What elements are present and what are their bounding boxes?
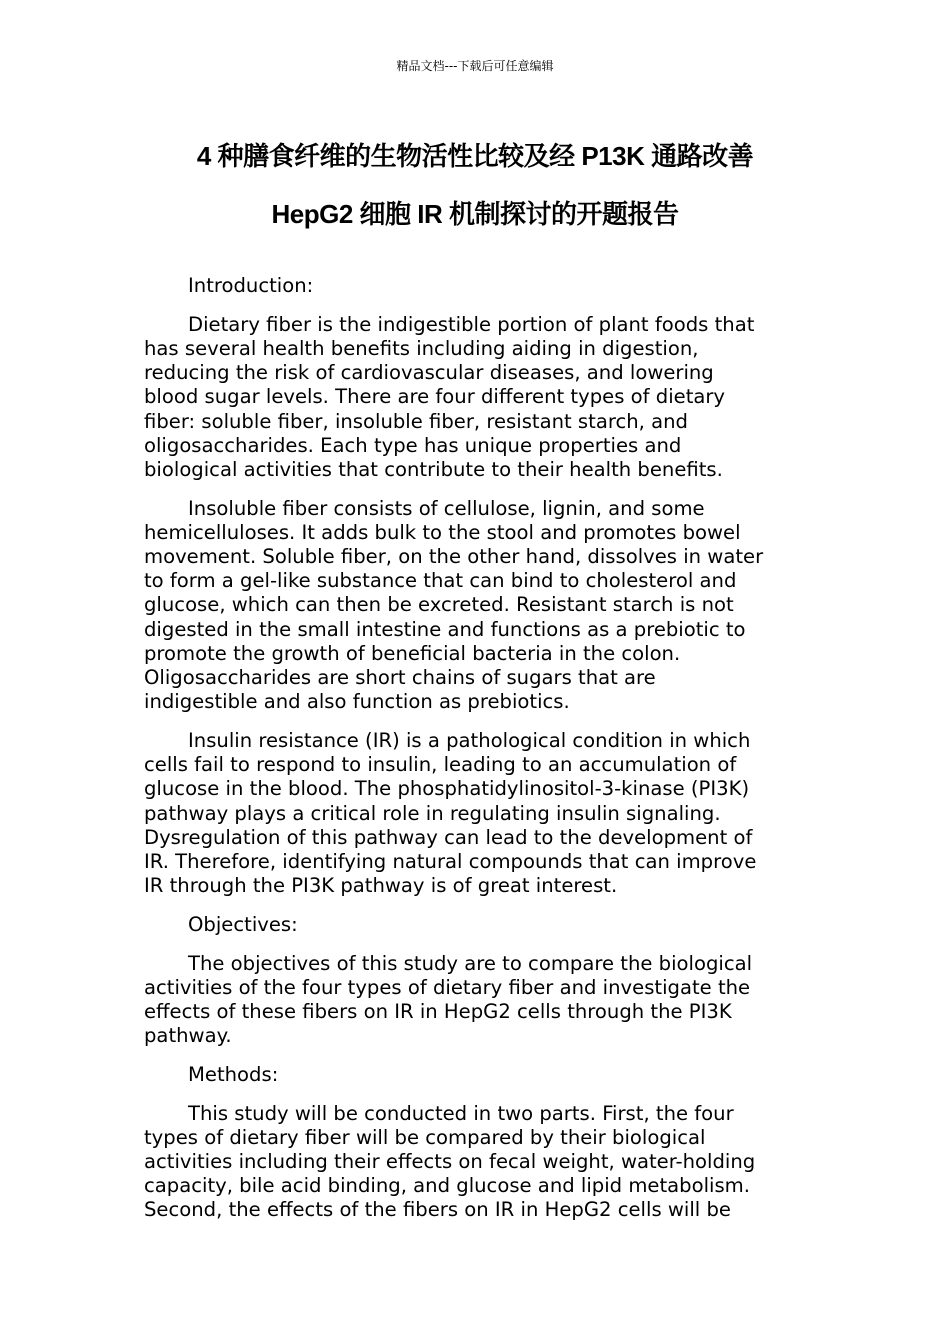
text-line: promote the growth of beneficial bacteria in the colon. <box>144 641 681 665</box>
text-line: fiber: soluble fiber, insoluble fiber, resistant starch, and <box>144 409 688 433</box>
paragraph-fiber-types <box>144 497 804 715</box>
text-line: Objectives: <box>188 912 298 936</box>
paragraph-insulin-resistance <box>144 729 804 898</box>
title-line-1: 4 种膳食纤维的生物活性比较及经 P13K 通路改善 <box>196 141 754 171</box>
heading-introduction <box>144 274 804 298</box>
text-line: digested in the small intestine and functions as a prebiotic to <box>144 617 746 641</box>
text-line: indigestible and also function as prebiotics. <box>144 690 570 714</box>
text-line: to form a gel-like substance that can bind to cholesterol and <box>144 569 737 593</box>
text-line: This study will be conducted in two parts. First, the four <box>188 1101 734 1125</box>
paragraph-methods <box>144 1102 804 1223</box>
text-line: Introduction: <box>188 274 314 297</box>
text-line: activities of the four types of dietary fiber and investigate the <box>144 975 751 999</box>
text-line: capacity, bile acid binding, and glucose and lipid metabolism. <box>144 1174 750 1198</box>
text-line: Second, the effects of the fibers on IR in HepG2 cells will be <box>144 1198 731 1222</box>
text-line: pathway plays a critical role in regulating insulin signaling. <box>144 801 721 825</box>
text-line: The objectives of this study are to compare the biological <box>188 951 753 975</box>
text-line: types of dietary fiber will be compared by their biological <box>144 1125 706 1149</box>
text-line: hemicelluloses. It adds bulk to the stool and promotes bowel <box>144 520 741 544</box>
text-line: has several health benefits including aiding in digestion, <box>144 336 699 360</box>
heading-methods <box>144 1063 804 1087</box>
text-line: pathway. <box>144 1024 232 1048</box>
text-line: glucose, which can then be excreted. Resistant starch is not <box>144 593 734 617</box>
paragraph-dietary-fiber <box>144 313 804 482</box>
text-line: Dysregulation of this pathway can lead to the development of <box>144 825 753 849</box>
text-line: IR through the PI3K pathway is of great interest. <box>144 874 618 898</box>
title-line-2: HepG2 细胞 IR 机制探讨的开题报告 <box>271 199 679 229</box>
text-line: oligosaccharides. Each type has unique properties and <box>144 433 682 457</box>
text-line: cells fail to respond to insulin, leading to an accumulation of <box>144 753 737 777</box>
text-line: Oligosaccharides are short chains of sugars that are <box>144 666 656 690</box>
text-line: movement. Soluble fiber, on the other hand, dissolves in water <box>144 545 764 569</box>
heading-objectives <box>144 913 804 937</box>
text-line: Insulin resistance (IR) is a pathological condition in which <box>188 728 751 752</box>
text-line: IR. Therefore, identifying natural compounds that can improve <box>144 849 757 873</box>
document-body <box>144 274 804 1237</box>
text-line: Dietary fiber is the indigestible portion of plant foods that <box>188 312 755 336</box>
text-line: blood sugar levels. There are four different types of dietary <box>144 385 726 409</box>
text-line: Insoluble fiber consists of cellulose, lignin, and some <box>188 496 705 520</box>
paragraph-objectives <box>144 952 804 1049</box>
text-line: glucose in the blood. The phosphatidylinositol-3-kinase (PI3K) <box>144 777 750 801</box>
text-line: activities including their effects on fecal weight, water-holding <box>144 1150 756 1173</box>
text-line: Methods: <box>188 1062 279 1086</box>
text-line: effects of these fibers on IR in HepG2 cells through the PI3K <box>144 999 732 1023</box>
text-line: biological activities that contribute to their health benefits. <box>144 457 723 481</box>
text-line: reducing the risk of cardiovascular diseases, and lowering <box>144 361 714 385</box>
header-note: 精品文档---下载后可任意编辑 <box>396 59 554 73</box>
